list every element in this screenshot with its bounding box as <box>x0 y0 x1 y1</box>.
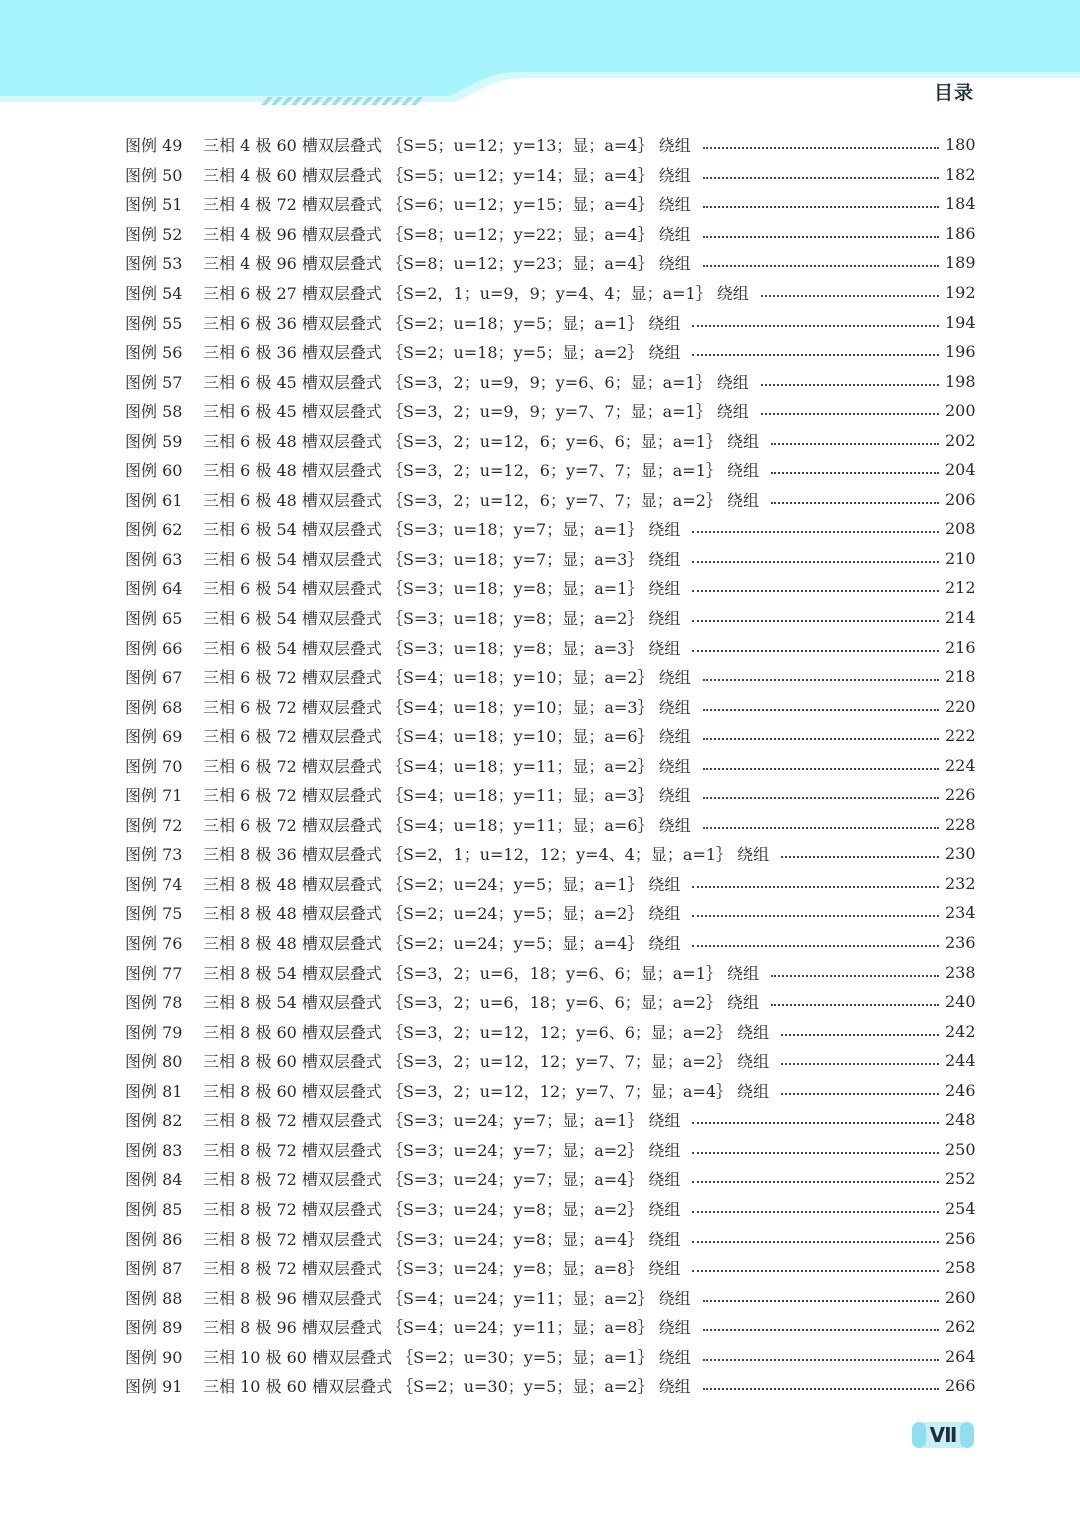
toc-entry-title: 三相 8 极 60 槽双层叠式 ｛S=3，2；u=12，12；y=7、7；显；a=2｝ 绕组 <box>203 1052 770 1072</box>
toc-entry-label: 图例 84 <box>125 1170 183 1190</box>
toc-entry-page: 204 <box>945 460 976 480</box>
toc-entry-title: 三相 4 极 60 槽双层叠式 ｛S=5；u=12；y=14；显；a=4｝ 绕组 <box>203 165 691 185</box>
toc-entry-title: 三相 4 极 72 槽双层叠式 ｛S=6；u=12；y=15；显；a=4｝ 绕组 <box>203 195 691 215</box>
dot-leader <box>761 294 939 297</box>
toc-entry-label: 图例 68 <box>125 697 183 717</box>
toc-entry-label: 图例 78 <box>125 993 183 1013</box>
dot-leader <box>703 1387 939 1390</box>
toc-entry[interactable] <box>125 307 975 337</box>
toc-entry-page: 206 <box>945 489 976 509</box>
dot-leader <box>703 264 939 267</box>
toc-entry[interactable] <box>125 1282 975 1312</box>
toc-entry-label: 图例 82 <box>125 1111 183 1131</box>
toc-entry[interactable] <box>125 248 975 278</box>
dot-leader <box>781 1092 939 1095</box>
toc-entry-page: 192 <box>945 283 976 302</box>
toc-entry-page: 182 <box>945 164 976 184</box>
toc-entry-label: 图例 75 <box>125 904 183 924</box>
toc-entry-title: 三相 8 极 48 槽双层叠式 ｛S=2；u=24；y=5；显；a=1｝ 绕组 <box>203 874 681 894</box>
toc-entry-page: 194 <box>945 312 976 332</box>
toc-entry-title: 三相 6 极 36 槽双层叠式 ｛S=2；u=18；y=5；显；a=2｝ 绕组 <box>203 343 681 363</box>
dot-leader <box>692 560 939 563</box>
toc-entry-label: 图例 58 <box>125 402 183 422</box>
dot-leader <box>761 412 939 415</box>
toc-entry-title: 三相 6 极 48 槽双层叠式 ｛S=3，2；u=12，6；y=7、7；显；a=2｝ 绕组 <box>203 490 759 510</box>
toc-entry[interactable] <box>125 1135 975 1165</box>
toc-entry[interactable] <box>125 810 975 840</box>
toc-entry-title: 三相 4 极 96 槽双层叠式 ｛S=8；u=12；y=23；显；a=4｝ 绕组 <box>203 254 691 274</box>
toc-entry-label: 图例 57 <box>125 372 183 392</box>
toc-entry-label: 图例 80 <box>125 1052 183 1072</box>
toc-entry[interactable] <box>125 662 975 692</box>
toc-entry-label: 图例 72 <box>125 815 183 835</box>
toc-entry[interactable] <box>125 1341 975 1371</box>
toc-entry-page: 260 <box>945 1287 976 1307</box>
toc-entry-label: 图例 61 <box>125 490 183 510</box>
toc-entry-page: 220 <box>945 696 976 716</box>
toc-entry-page: 264 <box>945 1346 976 1366</box>
toc-entry-label: 图例 74 <box>125 874 183 894</box>
dot-leader <box>771 471 939 474</box>
toc-entry-label: 图例 89 <box>125 1318 183 1338</box>
toc-entry-page: 222 <box>945 726 976 746</box>
toc-entry-page: 200 <box>945 401 976 421</box>
toc-entry-page: 214 <box>945 608 976 628</box>
toc-entry-title: 三相 6 极 72 槽双层叠式 ｛S=4；u=18；y=10；显；a=3｝ 绕组 <box>203 697 691 717</box>
toc-entry-page: 266 <box>945 1376 976 1396</box>
toc-entry-page: 189 <box>945 253 976 273</box>
toc-entry-label: 图例 90 <box>125 1347 183 1367</box>
toc-entry-page: 210 <box>945 548 976 568</box>
toc-entry-title: 三相 8 极 60 槽双层叠式 ｛S=3，2；u=12，12；y=6、6；显；a=2｝ 绕组 <box>203 1022 770 1042</box>
dot-leader <box>692 885 939 888</box>
toc-entry-page: 232 <box>945 873 976 893</box>
toc-entry-title: 三相 8 极 96 槽双层叠式 ｛S=4；u=24；y=11；显；a=8｝ 绕组 <box>203 1318 691 1338</box>
toc-entry-page: 226 <box>945 785 976 805</box>
dot-leader <box>692 353 939 356</box>
toc-entry[interactable] <box>125 1194 975 1224</box>
toc-entry-page: 216 <box>945 637 976 657</box>
toc-entry-label: 图例 66 <box>125 638 183 658</box>
toc-entry-label: 图例 52 <box>125 224 183 244</box>
toc-entry-page: 254 <box>945 1198 976 1218</box>
dot-leader <box>692 649 939 652</box>
toc-entry-label: 图例 79 <box>125 1022 183 1042</box>
toc-entry-page: 244 <box>945 1051 976 1071</box>
toc-entry[interactable] <box>125 425 975 455</box>
toc-entry-page: 180 <box>945 135 976 155</box>
toc-entry[interactable] <box>125 573 975 603</box>
dot-leader <box>692 1180 939 1183</box>
toc-entry-label: 图例 55 <box>125 313 183 333</box>
dot-leader <box>781 855 939 858</box>
dot-leader <box>771 974 939 977</box>
toc-entry-label: 图例 85 <box>125 1199 183 1219</box>
toc-entry-title: 三相 10 极 60 槽双层叠式 ｛S=2；u=30；y=5；显；a=1｝ 绕组 <box>203 1347 691 1367</box>
toc-entry-label: 图例 87 <box>125 1259 183 1279</box>
toc-entry[interactable] <box>125 1016 975 1046</box>
toc-list <box>125 130 975 1401</box>
dot-leader <box>692 1121 939 1124</box>
toc-entry-label: 图例 60 <box>125 461 183 481</box>
toc-entry-title: 三相 8 极 72 槽双层叠式 ｛S=3；u=24；y=8；显；a=8｝ 绕组 <box>203 1259 681 1279</box>
toc-entry-label: 图例 63 <box>125 549 183 569</box>
toc-entry-page: 262 <box>945 1317 976 1337</box>
dot-leader <box>703 1358 939 1361</box>
toc-entry[interactable] <box>125 544 975 574</box>
toc-entry-page: 256 <box>945 1228 976 1248</box>
toc-entry[interactable] <box>125 957 975 987</box>
toc-entry[interactable] <box>125 189 975 219</box>
toc-entry[interactable] <box>125 928 975 958</box>
toc-entry-title: 三相 6 极 36 槽双层叠式 ｛S=2；u=18；y=5；显；a=1｝ 绕组 <box>203 313 681 333</box>
dot-leader <box>703 1328 939 1331</box>
toc-entry-label: 图例 81 <box>125 1081 183 1101</box>
page-number: Ⅶ <box>929 1423 957 1447</box>
toc-entry[interactable] <box>125 898 975 928</box>
toc-entry-page: 228 <box>945 814 976 834</box>
toc-entry-label: 图例 64 <box>125 579 183 599</box>
toc-entry[interactable] <box>125 691 975 721</box>
toc-entry[interactable] <box>125 780 975 810</box>
toc-entry[interactable] <box>125 987 975 1017</box>
toc-entry-title: 三相 8 极 72 槽双层叠式 ｛S=3；u=24；y=7；显；a=4｝ 绕组 <box>203 1170 681 1190</box>
toc-entry-title: 三相 6 极 48 槽双层叠式 ｛S=3，2；u=12，6；y=6、6；显；a=1｝ 绕组 <box>203 431 759 451</box>
toc-entry-label: 图例 73 <box>125 845 183 865</box>
toc-entry-page: 252 <box>945 1169 976 1189</box>
toc-entry-page: 234 <box>945 903 976 923</box>
dot-leader <box>703 767 939 770</box>
toc-entry[interactable] <box>125 1164 975 1194</box>
toc-entry-page: 198 <box>945 371 976 391</box>
toc-entry-page: 196 <box>945 342 976 362</box>
toc-entry[interactable] <box>125 1076 975 1106</box>
toc-entry[interactable] <box>125 1046 975 1076</box>
toc-entry-label: 图例 70 <box>125 756 183 776</box>
toc-entry-label: 图例 71 <box>125 786 183 806</box>
toc-entry-title: 三相 6 极 45 槽双层叠式 ｛S=3，2；u=9，9；y=6、6；显；a=1｝ 绕组 <box>203 372 749 392</box>
toc-entry-title: 三相 6 极 72 槽双层叠式 ｛S=4；u=18；y=10；显；a=2｝ 绕组 <box>203 668 691 688</box>
toc-entry-title: 三相 10 极 60 槽双层叠式 ｛S=2；u=30；y=5；显；a=2｝ 绕组 <box>203 1377 691 1397</box>
toc-entry-title: 三相 4 极 60 槽双层叠式 ｛S=5；u=12；y=13；显；a=4｝ 绕组 <box>203 136 691 156</box>
toc-entry-title: 三相 6 极 45 槽双层叠式 ｛S=3，2；u=9，9；y=7、7；显；a=1｝ 绕组 <box>203 402 749 422</box>
toc-entry-page: 208 <box>945 519 976 539</box>
dot-leader <box>703 737 939 740</box>
dot-leader <box>703 205 939 208</box>
dot-leader <box>692 944 939 947</box>
toc-entry-title: 三相 8 极 96 槽双层叠式 ｛S=4；u=24；y=11；显；a=2｝ 绕组 <box>203 1288 691 1308</box>
toc-entry[interactable] <box>125 1253 975 1283</box>
toc-entry-label: 图例 51 <box>125 195 183 215</box>
toc-entry[interactable] <box>125 485 975 515</box>
dot-leader <box>692 1269 939 1272</box>
toc-entry[interactable] <box>125 750 975 780</box>
toc-entry-title: 三相 8 极 72 槽双层叠式 ｛S=3；u=24；y=7；显；a=2｝ 绕组 <box>203 1140 681 1160</box>
toc-entry-title: 三相 6 极 27 槽双层叠式 ｛S=2，1；u=9，9；y=4、4；显；a=1｝ 绕组 <box>203 284 749 303</box>
toc-entry-title: 三相 6 极 54 槽双层叠式 ｛S=3；u=18；y=8；显；a=3｝ 绕组 <box>203 638 681 658</box>
toc-entry[interactable] <box>125 337 975 367</box>
toc-entry-label: 图例 53 <box>125 254 183 274</box>
dot-leader <box>692 530 939 533</box>
toc-entry[interactable] <box>125 632 975 662</box>
dot-leader <box>761 383 939 386</box>
dot-leader <box>692 619 939 622</box>
toc-entry-label: 图例 91 <box>125 1377 183 1397</box>
toc-entry-label: 图例 67 <box>125 668 183 688</box>
toc-entry-page: 230 <box>945 844 976 864</box>
dot-leader <box>703 826 939 829</box>
header-band <box>0 0 1080 120</box>
toc-entry-page: 240 <box>945 992 976 1012</box>
toc-entry-title: 三相 8 极 60 槽双层叠式 ｛S=3，2；u=12，12；y=7、7；显；a=4｝ 绕组 <box>203 1081 770 1101</box>
toc-entry-title: 三相 6 极 72 槽双层叠式 ｛S=4；u=18；y=10；显；a=6｝ 绕组 <box>203 727 691 747</box>
toc-entry-page: 224 <box>945 755 976 775</box>
dot-leader <box>703 678 939 681</box>
toc-entry-title: 三相 8 极 36 槽双层叠式 ｛S=2，1；u=12，12；y=4、4；显；a=1｝ 绕组 <box>203 845 770 865</box>
toc-entry-title: 三相 6 极 48 槽双层叠式 ｛S=3，2；u=12，6；y=7、7；显；a=1｝ 绕组 <box>203 461 759 481</box>
toc-entry-page: 250 <box>945 1139 976 1159</box>
toc-entry-title: 三相 6 极 72 槽双层叠式 ｛S=4；u=18；y=11；显；a=2｝ 绕组 <box>203 756 691 776</box>
toc-entry-label: 图例 59 <box>125 431 183 451</box>
toc-entry-label: 图例 56 <box>125 343 183 363</box>
toc-entry[interactable] <box>125 1223 975 1253</box>
toc-entry-title: 三相 6 极 72 槽双层叠式 ｛S=4；u=18；y=11；显；a=3｝ 绕组 <box>203 786 691 806</box>
toc-entry-page: 212 <box>945 578 976 598</box>
toc-entry-title: 三相 6 极 54 槽双层叠式 ｛S=3；u=18；y=8；显；a=2｝ 绕组 <box>203 609 681 629</box>
toc-entry[interactable] <box>125 514 975 544</box>
toc-entry-title: 三相 6 极 54 槽双层叠式 ｛S=3；u=18；y=7；显；a=1｝ 绕组 <box>203 520 681 540</box>
dot-leader <box>692 1151 939 1154</box>
header-band-fill <box>0 0 1080 96</box>
toc-entry-title: 三相 6 极 54 槽双层叠式 ｛S=3；u=18；y=7；显；a=3｝ 绕组 <box>203 549 681 569</box>
toc-entry-page: 242 <box>945 1021 976 1041</box>
toc-entry[interactable] <box>125 160 975 190</box>
toc-entry-title: 三相 8 极 54 槽双层叠式 ｛S=3，2；u=6，18；y=6、6；显；a=1｝ 绕组 <box>203 963 759 983</box>
toc-entry-page: 246 <box>945 1080 976 1100</box>
toc-entry-label: 图例 88 <box>125 1288 183 1308</box>
toc-entry-title: 三相 8 极 48 槽双层叠式 ｛S=2；u=24；y=5；显；a=2｝ 绕组 <box>203 904 681 924</box>
toc-entry[interactable] <box>125 455 975 485</box>
toc-entry-page: 248 <box>945 1110 976 1130</box>
toc-entry-title: 三相 6 极 72 槽双层叠式 ｛S=4；u=18；y=11；显；a=6｝ 绕组 <box>203 815 691 835</box>
page-number-badge <box>912 1422 974 1448</box>
dot-leader <box>771 501 939 504</box>
toc-entry[interactable] <box>125 366 975 396</box>
toc-entry[interactable] <box>125 1105 975 1135</box>
toc-entry[interactable] <box>125 839 975 869</box>
toc-entry-label: 图例 50 <box>125 165 183 185</box>
toc-entry-title: 三相 8 极 54 槽双层叠式 ｛S=3，2；u=6，18；y=6、6；显；a=2｝ 绕组 <box>203 993 759 1013</box>
toc-entry-title: 三相 4 极 96 槽双层叠式 ｛S=8；u=12；y=22；显；a=4｝ 绕组 <box>203 224 691 244</box>
toc-entry-title: 三相 8 极 72 槽双层叠式 ｛S=3；u=24；y=8；显；a=2｝ 绕组 <box>203 1199 681 1219</box>
toc-entry-label: 图例 65 <box>125 609 183 629</box>
toc-entry-label: 图例 49 <box>125 136 183 156</box>
toc-entry-page: 258 <box>945 1258 976 1278</box>
toc-entry[interactable] <box>125 1371 975 1401</box>
toc-entry-label: 图例 69 <box>125 727 183 747</box>
section-title: 目录 <box>933 82 974 104</box>
toc-entry[interactable] <box>125 603 975 633</box>
dot-leader <box>781 1033 939 1036</box>
toc-entry[interactable] <box>125 219 975 249</box>
dot-leader <box>703 796 939 799</box>
toc-entry-label: 图例 62 <box>125 520 183 540</box>
toc-entry-title: 三相 8 极 48 槽双层叠式 ｛S=2；u=24；y=5；显；a=4｝ 绕组 <box>203 934 681 954</box>
dot-leader <box>692 324 939 327</box>
toc-entry-label: 图例 77 <box>125 963 183 983</box>
dot-leader <box>692 1210 939 1213</box>
toc-entry-page: 186 <box>945 223 976 243</box>
dot-leader <box>703 235 939 238</box>
toc-entry[interactable] <box>125 1312 975 1342</box>
toc-entry-page: 184 <box>945 194 976 214</box>
dot-leader <box>703 708 939 711</box>
toc-entry-title: 三相 8 极 72 槽双层叠式 ｛S=3；u=24；y=8；显；a=4｝ 绕组 <box>203 1229 681 1249</box>
toc-entry[interactable] <box>125 869 975 899</box>
dot-leader <box>703 176 939 179</box>
toc-entry[interactable] <box>125 721 975 751</box>
toc-entry[interactable] <box>125 130 975 160</box>
toc-entry-page: 202 <box>945 430 976 450</box>
dot-leader <box>703 1299 939 1302</box>
dot-leader <box>692 589 939 592</box>
toc-entry[interactable] <box>125 278 975 308</box>
toc-entry-label: 图例 83 <box>125 1140 183 1160</box>
dot-leader <box>771 1003 939 1006</box>
toc-entry-title: 三相 8 极 72 槽双层叠式 ｛S=3；u=24；y=7；显；a=1｝ 绕组 <box>203 1111 681 1131</box>
dot-leader <box>771 442 939 445</box>
dot-leader <box>692 1240 939 1243</box>
dot-leader <box>781 1062 939 1065</box>
toc-entry-label: 图例 86 <box>125 1229 183 1249</box>
toc-entry-title: 三相 6 极 54 槽双层叠式 ｛S=3；u=18；y=8；显；a=1｝ 绕组 <box>203 579 681 599</box>
dot-leader <box>692 914 939 917</box>
dot-leader <box>703 146 939 149</box>
toc-entry-page: 236 <box>945 933 976 953</box>
toc-entry-page: 218 <box>945 667 976 687</box>
toc-entry-label: 图例 54 <box>125 284 183 303</box>
toc-entry-label: 图例 76 <box>125 934 183 954</box>
toc-entry[interactable] <box>125 396 975 426</box>
toc-entry-page: 238 <box>945 962 976 982</box>
